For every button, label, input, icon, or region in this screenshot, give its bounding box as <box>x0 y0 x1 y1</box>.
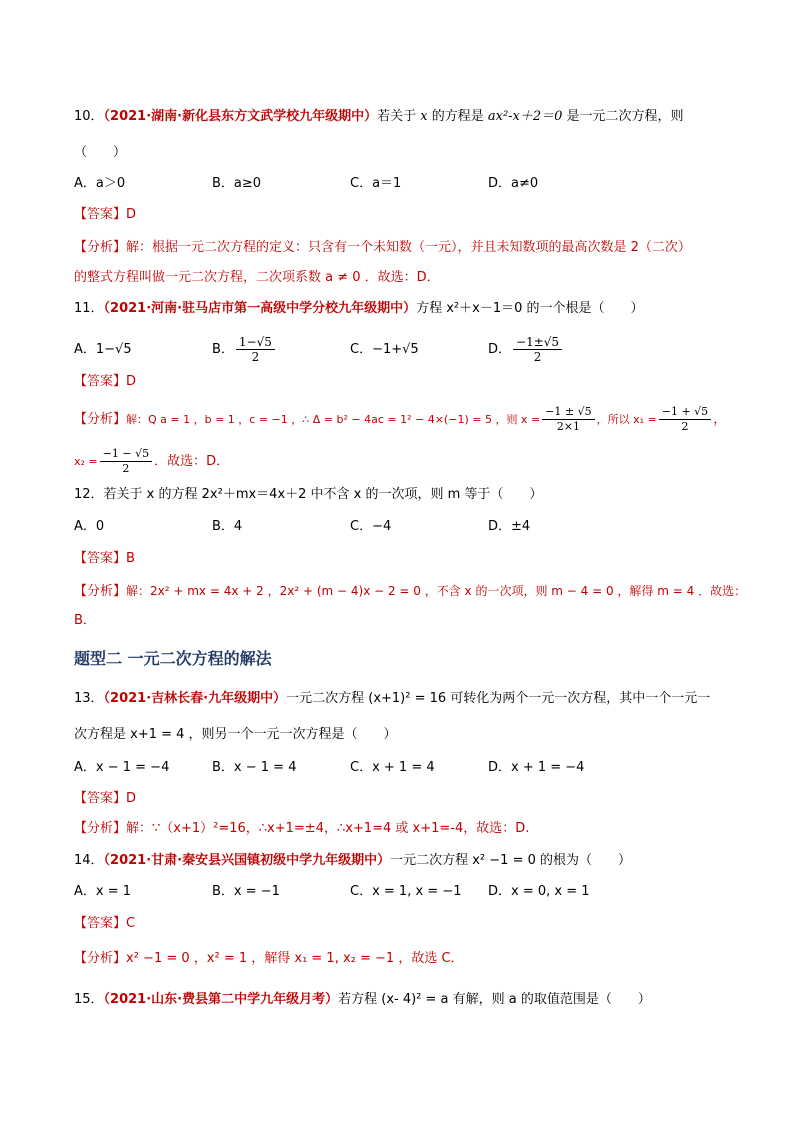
answer-value: B <box>126 551 135 566</box>
q13-stem-1 <box>74 688 710 710</box>
analysis-text: ， <box>713 412 727 427</box>
q11-number: 11． <box>74 301 104 316</box>
answer-value: D <box>126 791 137 806</box>
q14-stem <box>74 850 631 872</box>
q13-stem-2: 次方程是 x+1 = 4 ，则另一个一元一次方程是（ ） <box>74 727 397 742</box>
option-label: B． <box>212 342 234 357</box>
q12-analysis-1 <box>74 580 746 603</box>
q10-paren: （ ） <box>74 145 127 160</box>
q12-stem-text: 若关于 x 的方程 2x²＋mx＝4x＋2 中不含 x 的一次项，则 m 等于（ ） <box>103 487 543 502</box>
fraction-denominator: 2 <box>681 420 689 433</box>
section-heading: 题型二 一元二次方程的解法 <box>74 649 272 668</box>
analysis-text: x₂ = <box>74 455 98 468</box>
q13-option-c: C．x + 1 = 4 <box>350 760 435 775</box>
q15-source: （2021·山东·费县第二中学九年级月考） <box>103 992 339 1007</box>
q11-options <box>74 335 626 364</box>
fraction <box>542 405 594 434</box>
q15-stem <box>74 989 651 1011</box>
analysis-text: 解：∵（x+1）²=16，∴x+1=±4，∴x+1=4 或 x+1=-4，故选：D. <box>126 821 530 836</box>
q14-options <box>74 881 626 903</box>
fraction-denominator: 2 <box>251 350 260 364</box>
q13-answer <box>74 788 136 810</box>
q11-option-c: C．−1+√5 <box>350 342 419 357</box>
q13-analysis <box>74 818 529 840</box>
q10-stem <box>74 106 684 128</box>
q10-option-d: D．a≠0 <box>488 176 539 191</box>
analysis-tag: 【分析】 <box>74 412 127 427</box>
fraction-denominator: 2 <box>533 350 542 364</box>
q12-number: 12． <box>74 487 104 502</box>
q10-option-c: C．a＝1 <box>350 176 402 191</box>
fraction-numerator: 1−√5 <box>236 335 275 350</box>
q12-answer <box>74 548 135 570</box>
q10-analysis-2: 的整式方程叫做一元二次方程，二次项系数 a ≠ 0 ．故选：D． <box>74 270 440 285</box>
fraction-numerator: −1 − √5 <box>100 447 152 462</box>
q12-options <box>74 516 626 538</box>
q12-option-b: B．4 <box>212 519 243 534</box>
q10-options <box>74 173 626 195</box>
q12-stem <box>74 484 542 506</box>
q11-analysis-2 <box>74 447 229 476</box>
q11-option-d <box>488 335 626 364</box>
q10-stem-part: 是一元二次方程，则 <box>562 109 684 124</box>
answer-value: D <box>126 207 137 222</box>
q12-analysis-2: B． <box>74 613 96 628</box>
fraction-numerator: −1 ± √5 <box>542 405 594 420</box>
q10-stem-part: 若关于 <box>377 109 421 124</box>
fraction-numerator: −1 + √5 <box>659 405 711 420</box>
q11-option-a: A．1−√5 <box>74 342 132 357</box>
fraction-denominator: 2×1 <box>556 420 580 433</box>
answer-tag: 【答案】 <box>74 791 127 806</box>
q10-analysis-1 <box>74 237 691 259</box>
q13-options <box>74 757 626 779</box>
q13-stem-text: 一元二次方程 (x+1)² = 16 可转化为两个一元一次方程，其中一个一元一 <box>286 691 711 706</box>
analysis-tag: 【分析】 <box>74 240 127 255</box>
analysis-text: 解：根据一元二次方程的定义：只含有一个未知数（一元），并且未知数项的最高次数是 2（二次） <box>126 240 691 255</box>
analysis-tag: 【分析】 <box>74 951 127 966</box>
q14-analysis <box>74 948 464 970</box>
q12-option-d: D．±4 <box>488 519 531 534</box>
q15-stem-text: 若方程 (x- 4)² = a 有解，则 a 的取值范围是（ ） <box>338 992 651 1007</box>
q10-option-a: A．a＞0 <box>74 176 126 191</box>
q14-number: 14． <box>74 853 104 868</box>
q12-option-c: C．−4 <box>350 519 392 534</box>
q13-option-b: B．x − 1 = 4 <box>212 760 297 775</box>
q14-stem-text: 一元二次方程 x² −1 = 0 的根为（ ） <box>390 853 632 868</box>
analysis-text: x² −1 = 0 ，x² = 1 ，解得 x₁ = 1, x₂ = −1 ，故选 C． <box>126 951 464 966</box>
analysis-text: 解：Q a = 1 ，b = 1 ，c = −1 ，∴ Δ = b² − 4ac = 1² − 4×(−1) = 5 ，则 x = <box>126 413 541 426</box>
q11-source: （2021·河南·驻马店市第一高级中学分校九年级期中） <box>103 301 417 316</box>
q10-var: x <box>420 109 428 124</box>
analysis-tag: 【分析】 <box>74 821 127 836</box>
q11-answer <box>74 371 136 393</box>
q14-source: （2021·甘肃·秦安县兴国镇初级中学九年级期中） <box>103 853 391 868</box>
q14-option-d: D．x = 0, x = 1 <box>488 884 590 899</box>
q10-equation: ax²-x＋2＝0 <box>487 109 563 124</box>
fraction <box>513 335 562 364</box>
q10-answer <box>74 204 136 226</box>
analysis-text: ．故选：D． <box>154 454 230 469</box>
q10-stem-part: 的方程是 <box>427 109 488 124</box>
analysis-text: ，所以 x₁ = <box>596 413 657 426</box>
q14-option-b: B．x = −1 <box>212 884 280 899</box>
q10-number: 10． <box>74 109 104 124</box>
fraction-denominator: 2 <box>122 462 130 475</box>
fraction <box>659 405 711 434</box>
q10-option-b: B．a≥0 <box>212 176 262 191</box>
analysis-text: 解：2x² + mx = 4x + 2 ，2x² + (m − 4)x − 2 = 0 ，不含 x 的一次项，则 m − 4 = 0 ，解得 m = 4 ．故选： <box>126 584 747 598</box>
q14-answer <box>74 913 135 935</box>
answer-tag: 【答案】 <box>74 916 127 931</box>
q11-analysis-1 <box>74 405 726 434</box>
q11-stem <box>74 298 644 320</box>
q12-option-a: A．0 <box>74 519 105 534</box>
fraction-numerator: −1±√5 <box>513 335 562 350</box>
q13-option-a: A．x − 1 = −4 <box>74 760 170 775</box>
q11-option-b <box>212 335 350 364</box>
answer-value: C <box>126 916 136 931</box>
fraction <box>236 335 275 364</box>
q13-number: 13． <box>74 691 104 706</box>
fraction <box>100 447 152 476</box>
answer-value: D <box>126 374 137 389</box>
q14-option-c: C．x = 1, x = −1 <box>350 884 462 899</box>
q13-option-d: D．x + 1 = −4 <box>488 760 585 775</box>
option-label: D． <box>488 342 512 357</box>
q11-stem-text: 方程 x²＋x－1＝0 的一个根是（ ） <box>416 301 644 316</box>
answer-tag: 【答案】 <box>74 551 127 566</box>
q10-source: （2021·湖南·新化县东方文武学校九年级期中） <box>103 109 378 124</box>
answer-tag: 【答案】 <box>74 207 127 222</box>
analysis-tag: 【分析】 <box>74 584 127 599</box>
q15-number: 15． <box>74 992 104 1007</box>
answer-tag: 【答案】 <box>74 374 127 389</box>
q13-source: （2021·吉林长春·九年级期中） <box>103 691 287 706</box>
q14-option-a: A．x = 1 <box>74 884 132 899</box>
